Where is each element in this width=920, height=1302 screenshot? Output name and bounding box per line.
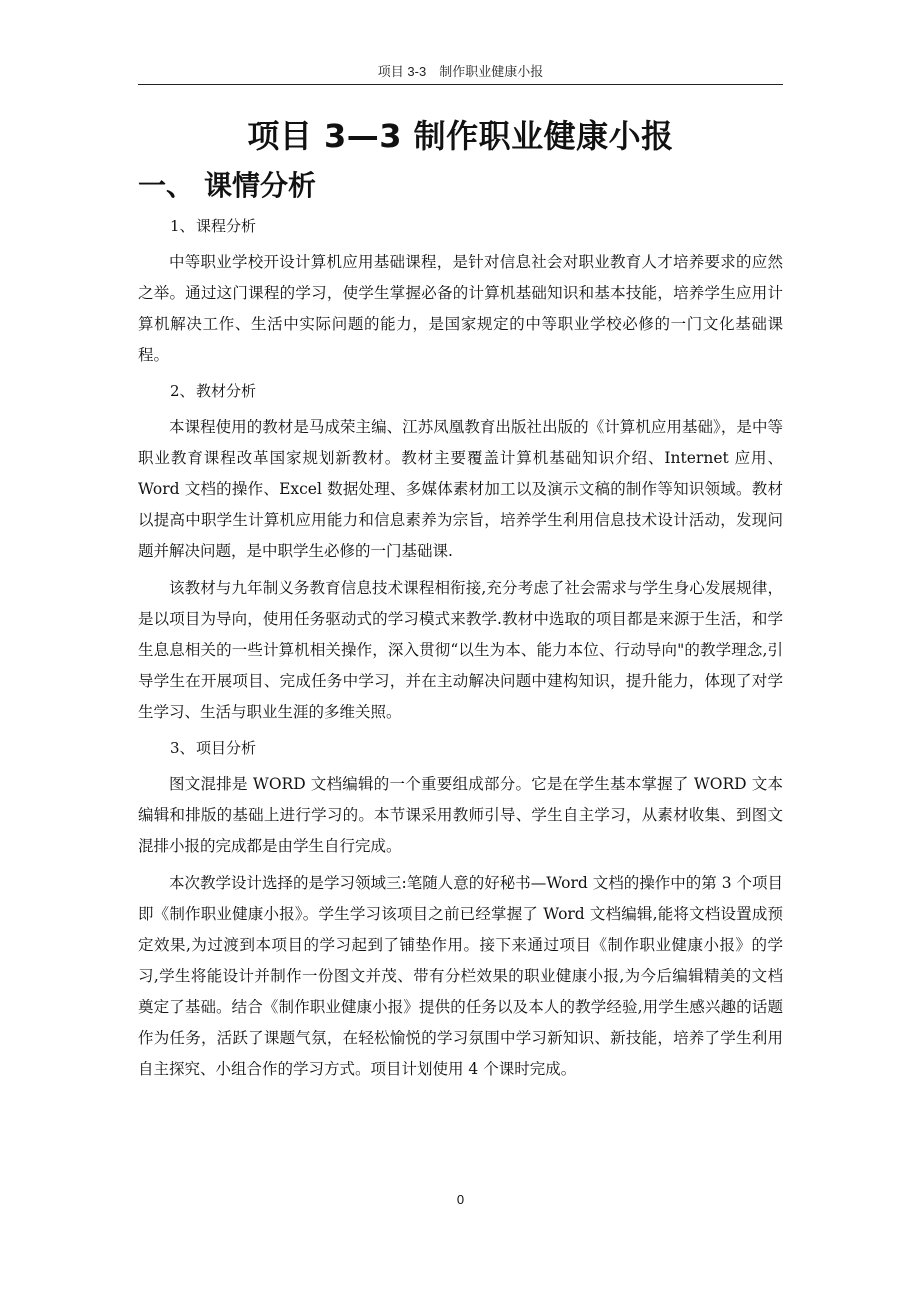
document-body <box>138 212 783 1085</box>
subsection-title: 课程分析 <box>196 217 257 235</box>
running-header: 项目 3-3 制作职业健康小报 <box>377 64 544 79</box>
subsection-title: 教材分析 <box>196 382 257 400</box>
section-title: 课情分析 <box>204 169 317 202</box>
paragraph: 该教材与九年制义务教育信息技术课程相衔接,充分考虑了社会需求与学生身心发展规律，是以项目为导向，使用任务驱动式的学习模式来教学.教材中选取的项目都是来源于生活，和学生息息相关的一些计算机相关操作，深入贯彻“以生为本、能力本位、行动导向"的教学理念,引导学生在开展项目、完成任务中学习，并在主动解决问题中建构知识，提升能力，体现了对学生学习、生活与职业生涯的多维关照。 <box>138 579 783 721</box>
header-rule <box>138 84 783 85</box>
subsection-heading <box>138 377 783 406</box>
subsection-heading <box>138 734 783 763</box>
paragraph: 中等职业学校开设计算机应用基础课程，是针对信息社会对职业教育人才培养要求的应然之举。通过这门课程的学习，使学生掌握必备的计算机基础知识和基本技能，培养学生应用计算机解决工作、生活中实际问题的能力，是国家规定的中等职业学校必修的一门文化基础课程。 <box>138 253 783 364</box>
section-number: 一、 <box>138 169 195 202</box>
subsection-number: 3、 <box>170 739 195 757</box>
page-number: 0 <box>456 1192 465 1207</box>
subsection-title: 项目分析 <box>196 739 257 757</box>
paragraph: 本次教学设计选择的是学习领域三:笔随人意的好秘书—Word 文档的操作中的第 3 个项目即《制作职业健康小报》。学生学习该项目之前已经掌握了 Word 文档编辑,能将文档设置成预定效果,为过渡到本项目的学习起到了铺垫作用。接下来通过项目《制作职业健康小报》的学习,学生将能设计并制作一份图文并茂、带有分栏效果的职业健康小报,为今后编辑精美的文档奠定了基础。结合《制作职业健康小报》提供的任务以及本人的教学经验,用学生感兴趣的话题作为任务，活跃了课题气氛，在轻松愉悦的学习氛围中学习新知识、新技能，培养了学生利用自主探究、小组合作的学习方式。项目计划使用 4 个课时完成。 <box>138 874 783 1078</box>
paragraph: 图文混排是 WORD 文档编辑的一个重要组成部分。它是在学生基本掌握了 WORD 文本编辑和排版的基础上进行学习的。本节课采用教师引导、学生自主学习，从素材收集、到图文混排小报的完成都是由学生自行完成。 <box>138 775 783 855</box>
subsection-heading <box>138 212 783 241</box>
paragraph: 本课程使用的教材是马成荣主编、江苏凤凰教育出版社出版的《计算机应用基础》，是中等职业教育课程改革国家规划新教材。教材主要覆盖计算机基础知识介绍、Internet 应用、Word 文档的操作、Excel 数据处理、多媒体素材加工以及演示文稿的制作等知识领域。教材以提高中职学生计算机应用能力和信息素养为宗旨，培养学生利用信息技术设计活动，发现问题并解决问题，是中职学生必修的一门基础课. <box>138 418 783 560</box>
subsection-number: 2、 <box>170 382 195 400</box>
subsection-number: 1、 <box>170 217 195 235</box>
section-heading <box>138 166 316 206</box>
document-title: 项目 3—3 制作职业健康小报 <box>247 117 674 155</box>
